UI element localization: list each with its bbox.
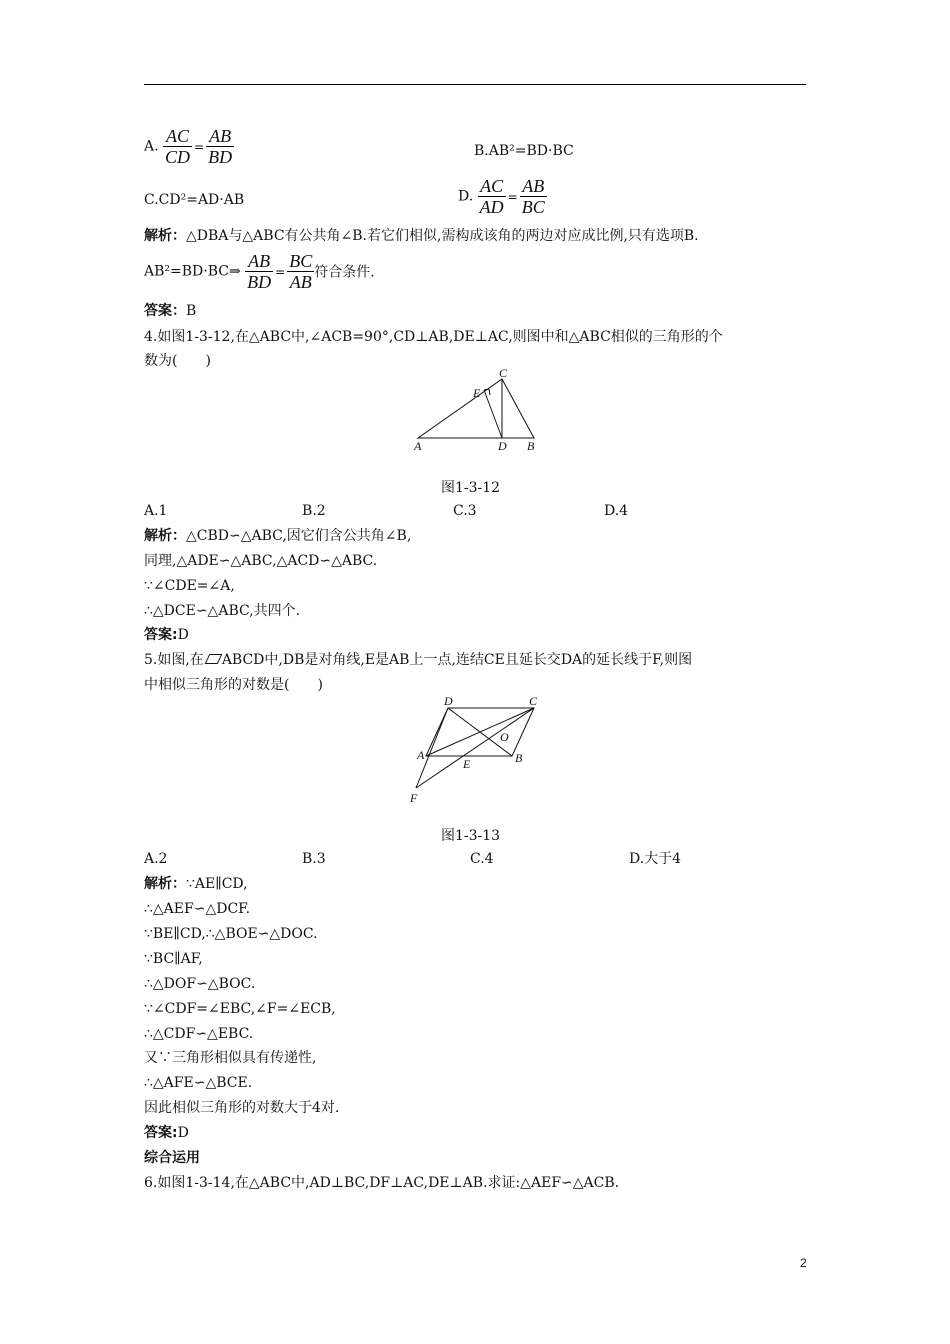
label-d: D bbox=[444, 694, 453, 708]
q5-analysis-line: 又∵三角形相似具有传递性, bbox=[144, 1050, 317, 1066]
q3-option-d: D. $\frac{AC}{AD}$ = $\frac{AB}{BC}$ bbox=[458, 176, 545, 217]
q5-answer: 答案:D bbox=[144, 1125, 189, 1141]
q4-option-b: B.2 bbox=[302, 503, 326, 519]
label-e: E bbox=[473, 386, 481, 400]
q5-analysis-line: ∴△DOF∽△BOC. bbox=[144, 976, 256, 992]
q3-option-c: C.CD²=AD·AB bbox=[144, 192, 245, 208]
section-title: 综合运用 bbox=[144, 1150, 200, 1166]
q4-analysis: 解析：△CBD∽△ABC,因它们含公共角∠B, bbox=[144, 528, 412, 544]
q5-stem-line1: 5.如图,在 ABCD中,DB是对角线,E是AB上一点,连结CE且延长交DA的延长线于F,则图 bbox=[144, 652, 693, 668]
fraction: $\frac{AC}{AD}$ bbox=[479, 176, 504, 217]
label-b: B bbox=[515, 751, 523, 765]
label-o: O bbox=[500, 730, 509, 744]
q4-stem-line1: 4.如图1-3-12,在△ABC中,∠ACB=90°,CD⊥AB,DE⊥AC,则图中和△ABC相似的三角形的个 bbox=[144, 329, 723, 345]
fraction: $\frac{AB}{BD}$ bbox=[208, 126, 233, 167]
figure-1-3-13 bbox=[406, 692, 556, 808]
label-a: A bbox=[414, 439, 422, 453]
q4-stem-line2: 数为( ) bbox=[144, 353, 211, 369]
q3-analysis: 解析：△DBA与△ABC有公共角∠B.若它们相似,需构成该角的两边对应成比例,只有选项B. bbox=[144, 228, 699, 244]
q3-answer: 答案：B bbox=[144, 303, 197, 319]
page-number: 2 bbox=[800, 1256, 807, 1270]
label-f: F bbox=[410, 791, 418, 805]
q5-stem-line2: 中相似三角形的对数是( ) bbox=[144, 677, 323, 693]
label-b: B bbox=[527, 439, 535, 453]
q4-option-a: A.1 bbox=[144, 503, 168, 519]
fraction: $\frac{BC}{AB}$ bbox=[289, 251, 313, 292]
label-c: C bbox=[529, 694, 538, 708]
q5-option-a: A.2 bbox=[144, 851, 168, 867]
q6-stem: 6.如图1-3-14,在△ABC中,AD⊥BC,DF⊥AC,DE⊥AB.求证:△AEF∽△ACB. bbox=[144, 1175, 620, 1191]
q5-analysis: 解析：∵AE∥CD, bbox=[144, 876, 248, 892]
label-e: E bbox=[463, 757, 471, 771]
q5-analysis-line: ∴△CDF∽△EBC. bbox=[144, 1026, 254, 1042]
q5-analysis-line: ∵BC∥AF, bbox=[144, 951, 203, 967]
q5-analysis-line: 因此相似三角形的对数大于4对. bbox=[144, 1100, 340, 1116]
q5-option-c: C.4 bbox=[470, 851, 494, 867]
q5-analysis-line: ∵BE∥CD,∴△BOE∽△DOC. bbox=[144, 926, 318, 942]
q3-analysis-line2: AB²=BD·BC⇒ $\frac{AB}{BD}$ = $\frac{BC}{AB}$ 符合条件. bbox=[144, 251, 375, 292]
header-rule bbox=[144, 84, 806, 85]
q5-analysis-line: ∴△AFE∽△BCE. bbox=[144, 1075, 253, 1091]
fraction: $\frac{AB}{BC}$ bbox=[521, 176, 545, 217]
q5-option-b: B.3 bbox=[302, 851, 326, 867]
q5-analysis-line: ∵∠CDF=∠EBC,∠F=∠ECB, bbox=[144, 1001, 336, 1017]
parallelogram-icon bbox=[204, 654, 222, 664]
q5-option-d: D.大于4 bbox=[629, 851, 682, 867]
label-c: C bbox=[499, 368, 508, 380]
q4-caption: 图1-3-12 bbox=[441, 480, 501, 496]
q4-analysis-line: 同理,△ADE∽△ABC,△ACD∽△ABC. bbox=[144, 553, 378, 569]
q4-answer: 答案:D bbox=[144, 627, 189, 643]
q4-analysis-line: ∵∠CDE=∠A, bbox=[144, 578, 235, 594]
q4-analysis-line: ∴△DCE∽△ABC,共四个. bbox=[144, 603, 301, 619]
q5-analysis-line: ∴△AEF∽△DCF. bbox=[144, 901, 251, 917]
figure-1-3-12 bbox=[408, 368, 548, 454]
q4-option-d: D.4 bbox=[604, 503, 629, 519]
q5-caption: 图1-3-13 bbox=[441, 828, 501, 844]
q3-option-a: A. $\frac{AC}{CD}$ = $\frac{AB}{BD}$ bbox=[144, 126, 233, 167]
label-d: D bbox=[498, 439, 507, 453]
label-a: A bbox=[417, 748, 425, 762]
q4-option-c: C.3 bbox=[453, 503, 477, 519]
fraction: $\frac{AB}{BD}$ bbox=[247, 251, 272, 292]
q3-option-b: B.AB²=BD·BC bbox=[474, 143, 574, 159]
fraction: $\frac{AC}{CD}$ bbox=[165, 126, 191, 167]
